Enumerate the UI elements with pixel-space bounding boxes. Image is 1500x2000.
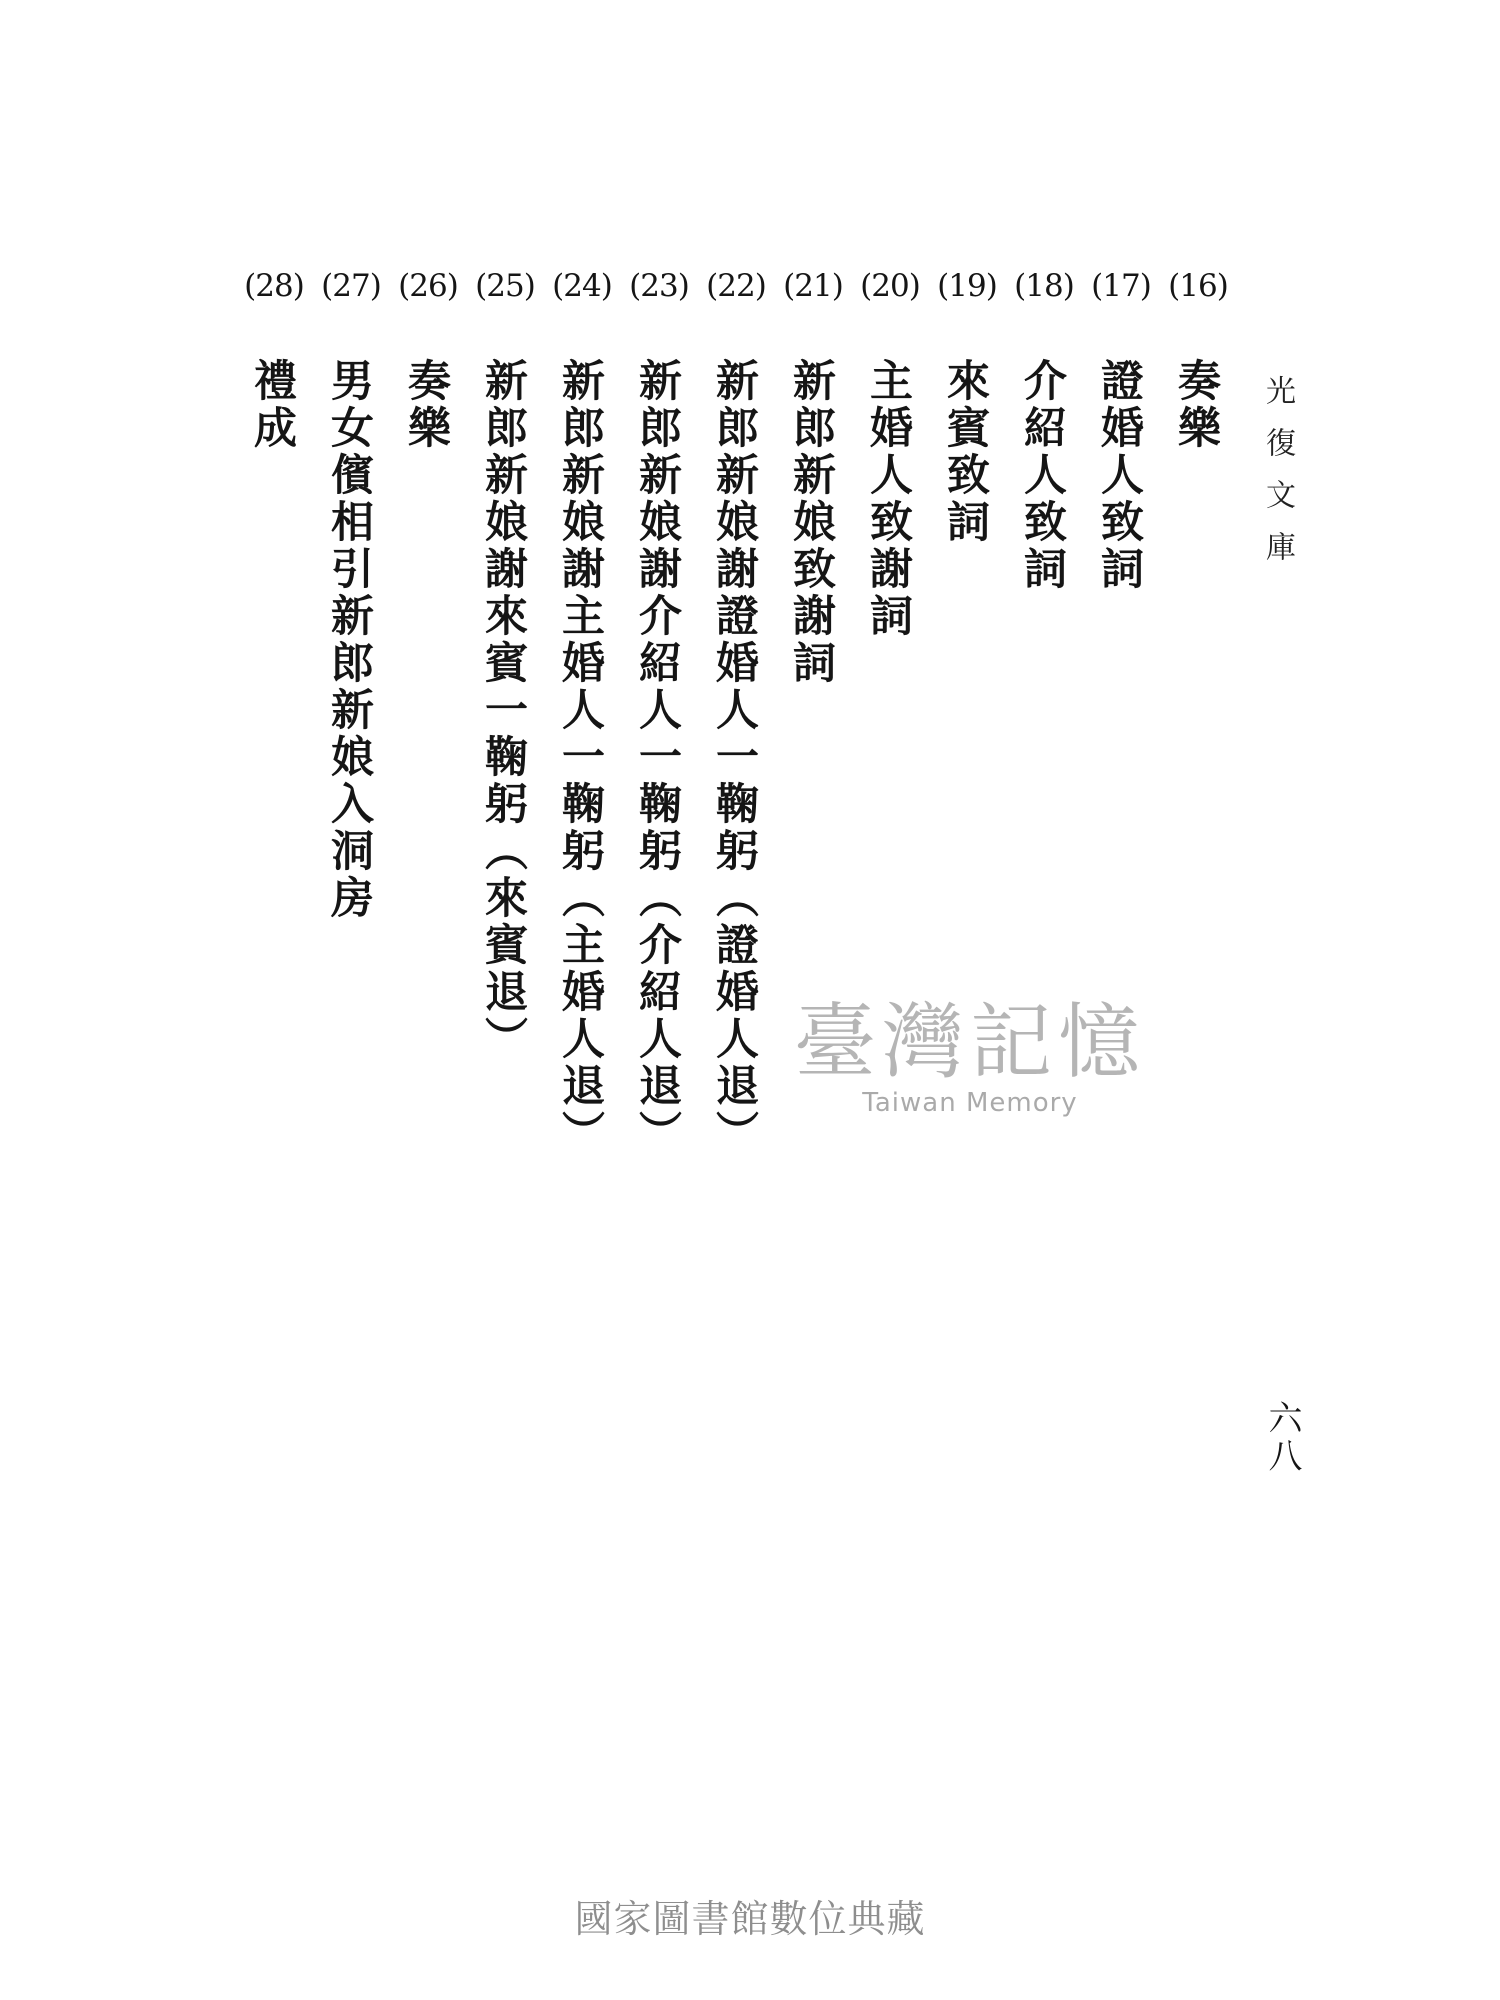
entry-text	[478, 358, 528, 1063]
entry-text	[247, 358, 297, 452]
entry-text	[1094, 358, 1144, 593]
entry-text	[940, 358, 990, 546]
entry-text	[324, 358, 374, 922]
entry-main-text: 證婚人致詞	[1094, 358, 1144, 593]
library-footer: 國家圖書館數位典藏	[574, 1897, 926, 1941]
entry-number: (20)	[860, 268, 920, 304]
entry-note: ︵介紹人退︶	[632, 875, 682, 1157]
entry-number: (25)	[475, 268, 535, 304]
book-title-header: 光復文庫	[1260, 375, 1295, 583]
entry-number: (18)	[1014, 268, 1074, 304]
entry-main-text: 新郎新娘致謝詞	[786, 358, 836, 687]
entry-number: (23)	[629, 268, 689, 304]
entry-main-text: 新郎新娘謝證婚人一鞠躬	[709, 358, 759, 875]
entry-number: (17)	[1091, 268, 1151, 304]
watermark-chinese: 臺灣記憶	[793, 995, 1146, 1090]
entry-main-text: 男女儐相引新郎新娘入洞房	[324, 358, 374, 922]
entry-number: (16)	[1168, 268, 1228, 304]
watermark-english: Taiwan Memory	[862, 1088, 1078, 1119]
entry-number: (27)	[321, 268, 381, 304]
entry-text	[632, 358, 682, 1157]
entry-text	[786, 358, 836, 687]
entry-main-text: 新郎新娘謝主婚人一鞠躬	[555, 358, 605, 875]
entry-text	[1171, 358, 1221, 452]
entry-main-text: 主婚人致謝詞	[863, 358, 913, 640]
entry-main-text: 禮成	[247, 358, 297, 452]
entry-text	[1017, 358, 1067, 593]
entry-number: (19)	[937, 268, 997, 304]
entry-main-text: 新郎新娘謝介紹人一鞠躬	[632, 358, 682, 875]
entry-main-text: 來賓致詞	[940, 358, 990, 546]
taiwan-memory-watermark	[755, 995, 1185, 1119]
entry-number: (26)	[398, 268, 458, 304]
entry-main-text: 奏樂	[401, 358, 451, 452]
entry-text	[401, 358, 451, 452]
entry-text	[709, 358, 759, 1157]
entry-number: (24)	[552, 268, 612, 304]
entry-note: ︵證婚人退︶	[709, 875, 759, 1157]
page-number: 六八	[1262, 1400, 1302, 1476]
entry-note: ︵主婚人退︶	[555, 875, 605, 1157]
entry-text	[555, 358, 605, 1157]
entry-number: (22)	[706, 268, 766, 304]
entry-main-text: 新郎新娘謝來賓一鞠躬	[478, 358, 528, 828]
entry-number: (21)	[783, 268, 843, 304]
entry-text	[863, 358, 913, 640]
entry-number: (28)	[244, 268, 304, 304]
entry-main-text: 奏樂	[1171, 358, 1221, 452]
entry-note: ︵來賓退︶	[478, 828, 528, 1063]
entry-main-text: 介紹人致詞	[1017, 358, 1067, 593]
